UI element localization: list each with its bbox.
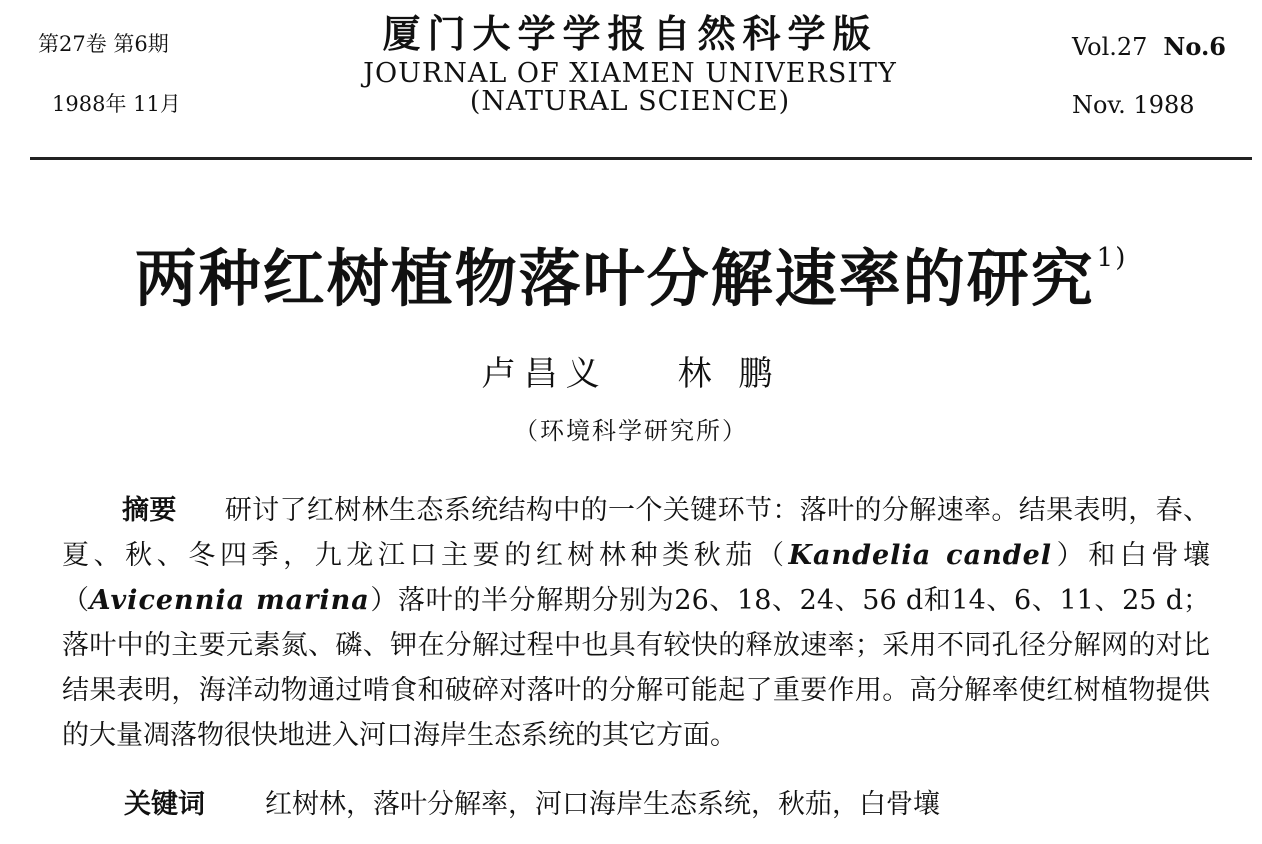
volume-en: Vol.27 bbox=[1072, 33, 1148, 61]
title-footnote-marker: 1) bbox=[1096, 243, 1128, 273]
volume-issue-cn: 第27卷 第6期 bbox=[38, 32, 169, 56]
keywords-text: 红树林，落叶分解率，河口海岸生态系统，秋茄，白骨壤 bbox=[265, 789, 940, 820]
abstract-label: 摘要 bbox=[122, 495, 177, 526]
journal-title-cn: 厦门大学学报自然科学版 bbox=[382, 11, 878, 56]
abstract-text: ）和白骨壤（ bbox=[62, 540, 1211, 616]
author-name: 林 鹏 bbox=[677, 354, 781, 394]
affiliation: （环境科学研究所） bbox=[514, 417, 748, 445]
volume-number-en bbox=[1072, 18, 1226, 76]
keywords bbox=[124, 782, 940, 827]
date-cn: 1988年 11月 bbox=[52, 92, 181, 116]
author-list bbox=[0, 352, 1262, 396]
issue-number-en: No.6 bbox=[1163, 32, 1226, 61]
abstract bbox=[62, 488, 1210, 758]
keywords-label: 关键词 bbox=[124, 789, 205, 820]
article-title bbox=[0, 218, 1262, 319]
header-rule bbox=[30, 157, 1252, 160]
date-en: Nov. 1988 bbox=[1072, 91, 1195, 119]
abstract-text: ）落叶的半分解期分别为26、18、24、56 d和14、6、11、25 d；落叶中的主要元素氮、磷、钾在分解过程中也具有较快的释放速率；采用不同孔径分解网的对比结果表明，海洋动物通过啃食和破碎对落叶的分解可能起了重要作用。高分解率使红树植物提供的大量凋落物很快地进入河口海岸生态系统的其它方面。 bbox=[62, 585, 1210, 751]
journal-masthead bbox=[300, 8, 960, 116]
issue-info-cn bbox=[38, 14, 181, 134]
abstract-text: 研讨了红树林生态系统结构中的一个关键环节：落叶的分解速率。结果表明，春、夏、秋、冬四季，九龙江口主要的红树林种类秋茄（ bbox=[62, 495, 1211, 571]
species-name: Kandelia candel bbox=[788, 540, 1053, 571]
journal-title-en: JOURNAL OF XIAMEN UNIVERSITY bbox=[363, 58, 897, 89]
author-name: 卢昌义 bbox=[481, 354, 608, 394]
species-name: Avicennia marina bbox=[89, 585, 370, 616]
journal-subtitle-en: (NATURAL SCIENCE) bbox=[469, 86, 791, 117]
article-title-text: 两种红树植物落叶分解速率的研究 bbox=[134, 242, 1095, 315]
issue-info-en bbox=[1072, 18, 1226, 134]
